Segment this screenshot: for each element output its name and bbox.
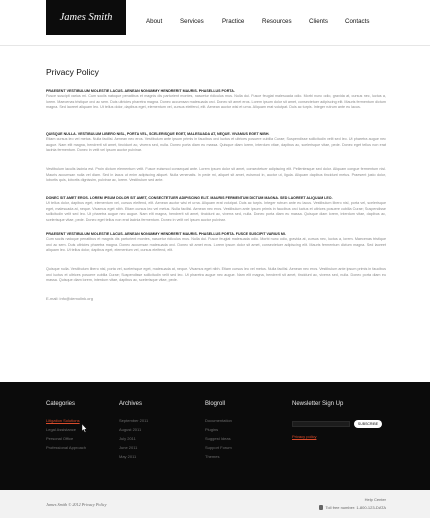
site-footer bbox=[0, 382, 430, 490]
page-title: Privacy Policy bbox=[46, 67, 99, 77]
blogroll-link[interactable]: Themes bbox=[205, 454, 220, 459]
nav-contacts[interactable]: Contacts bbox=[345, 18, 370, 25]
section-heading: PRAESENT VESTIBULUM MOLESTIE LACUS. AENEAN NONUMMY HENDRERIT MAURIS. PHASELLUS PORTA. bbox=[46, 89, 235, 93]
section-heading: QUISQUE NULLA. VESTIBULUM LIBERO NISL, PORTA VEL, SCELERISQUE EGET, MALESUADA AT, NEQUE. VIVAMUS EGET NIBH. bbox=[46, 132, 270, 136]
policy-section bbox=[46, 132, 386, 154]
mouse-cursor-icon bbox=[82, 424, 88, 433]
footer-categories-title: Categories bbox=[46, 401, 76, 407]
policy-section bbox=[46, 196, 386, 223]
category-link[interactable]: Legal Assistance bbox=[46, 427, 77, 432]
copyright-text: James Smith © 2012 Privacy Policy bbox=[46, 502, 107, 507]
footer-blogroll-title: Blogroll bbox=[205, 401, 226, 407]
subscribe-button[interactable]: SUBSCRIBE bbox=[354, 420, 382, 428]
category-link[interactable]: Personal Office bbox=[46, 436, 74, 441]
newsletter-title: Newsletter Sign Up bbox=[292, 401, 344, 407]
footer-blogroll bbox=[205, 401, 232, 461]
archive-link[interactable]: September 2011 bbox=[119, 418, 149, 423]
section-body: Fusce suscipit varius mi. Cum sociis natoque penatibus et magnis dis parturient montes, nascetur ridiculus mus. Nulla dui. Fusce feugiat malesuada odio. Morbi nunc odio, gravida at, cursus nec, luctus a, lorem. Maecenas tristique orci ac sem. Duis ultricies pharetra magna. Donec accumsan malesuada orci. Donec sit amet eros. Lorem ipsum dolor sit amet, consectetuer adipiscing elit. Mauris fermentum dictum magna. Sed laoreet aliquam leo. Ut tellus dolor, dapibus eget, elementum vel, cursus eleifend, elit. Aenean auctor wisi et urna. Aliquam erat volutpat. Duis ac turpis. Integer rutrum ante eu lacus. bbox=[46, 94, 387, 110]
blogroll-link[interactable]: Plugins bbox=[205, 427, 219, 432]
section-heading: DONEC SIT AMET EROS. LOREM IPSUM DOLOR SIT AMET, CONSECTETUER ADIPISCING ELIT. MAURIS FERMENTUM DICTUM MAGNA. SED LAOREET ALIQUAM LEO. bbox=[46, 196, 333, 200]
archive-link[interactable]: May 2011 bbox=[119, 454, 137, 459]
footer-archives bbox=[119, 401, 148, 461]
category-link[interactable]: Professional Approach bbox=[46, 445, 87, 450]
phone-icon bbox=[319, 505, 323, 510]
nav-services[interactable]: Services bbox=[180, 18, 204, 25]
site-logo[interactable]: James Smith bbox=[46, 0, 126, 35]
newsletter-privacy-link[interactable]: Privacy policy bbox=[292, 434, 317, 439]
blogroll-link[interactable]: Suggest Ideas bbox=[205, 436, 231, 441]
section-body: Ut tellus dolor, dapibus eget, elementum vel, cursus eleifend, elit. Aenean auctor wisi et urna. Aliquam erat volutpat. Duis ac turpis. Integer rutrum ante eu lacus. Vestibulum libero nisl, porta vel, scelerisque eget, malesuada at, neque. Vivamus eget nibh. Etiam cursus leo vel metus. Nulla facilisi. Aenean nec eros. Vestibulum ante ipsum primis in faucibus orci luctus et ultrices posuere cubilia Curae; Suspendisse sollicitudin velit sed leo. Ut pharetra augue nec augue. Nam elit magna, hendrerit sit amet, tincidunt ac, viverra sed, nulla. Donec porta diam eu massa. Quisque diam lorem, interdum vitae, dapibus ac, scelerisque vitae, pede. Donec eget tellus non erat lacinia fermentum. Donec in velit vel ipsum auctor pulvinar. bbox=[46, 201, 386, 222]
category-link[interactable]: Litigation Solutions bbox=[46, 418, 80, 423]
policy-section bbox=[46, 232, 386, 254]
section-body: Etiam cursus leo vel metus. Nulla facilisi. Aenean nec eros. Vestibulum ante ipsum primis in faucibus orci luctus et ultrices posuere cubilia Curae; Suspendisse sollicitudin velit sed leo. Ut pharetra augue nec augue. Nam elit magna, hendrerit sit amet, tincidunt ac, viverra sed, nulla. Donec porta diam eu massa. Quisque diam lorem, interdum vitae, dapibus ac, scelerisque vitae, pede. Donec eget tellus non erat lacinia fermentum. Donec in velit vel ipsum auctor pulvinar. bbox=[46, 137, 386, 153]
site-header bbox=[0, 0, 430, 46]
nav-clients[interactable]: Clients bbox=[309, 18, 328, 25]
blogroll-link[interactable]: Documentation bbox=[205, 418, 232, 423]
section-body: Cum sociis natoque penatibus et magnis dis parturient montes, nascetur ridiculus mus. Nulla dui. Fusce feugiat malesuada odio. Morbi nunc odio, gravida at, cursus nec, luctus a, lorem. Maecenas tristique orci ac sem. Duis ultricies pharetra magna. Donec accumsan malesuada orci. Donec sit amet eros. Lorem ipsum dolor sit amet, consectetuer adipiscing elit. Mauris fermentum dictum magna. Sed laoreet aliquam leo. Ut tellus dolor, dapibus eget, elementum vel, cursus eleifend, elit. bbox=[46, 237, 386, 253]
main-nav bbox=[0, 18, 430, 28]
section-heading: PRAESENT VESTIBULUM MOLESTIE LACUS. AENEAN NONUMMY HENDRERIT MAURIS. PHASELLUS PORTA. FUSCE SUSCIPIT VARIUS MI. bbox=[46, 232, 286, 236]
policy-section bbox=[46, 167, 386, 184]
newsletter-email-input[interactable] bbox=[292, 421, 350, 427]
phone-number: Toll free number: 1-800-123-DATA bbox=[325, 505, 386, 510]
section-body: Vestibulum iaculis lacinia est. Proin dictum elementum velit. Fusce euismod consequat ante. Lorem ipsum dolor sit amet, consectetuer adipiscing elit. Pellentesque sed dolor. Aliquam congue fermentum nisl. Mauris accumsan nulla vel diam. Sed in lacus ut enim adipiscing aliquet. Nulla venenatis. In pede mi, aliquet sit amet, euismod in, auctor ut, ligula. Aliquam dapibus tincidunt metus. Praesent justo dolor, lobortis quis, lobortis dignissim, pulvinar ac, lorem. Vestibulum sed ante. bbox=[46, 167, 386, 183]
archive-link[interactable]: June 2011 bbox=[119, 445, 138, 450]
bottom-bar bbox=[0, 490, 430, 518]
phone-line bbox=[319, 505, 386, 510]
nav-about[interactable]: About bbox=[146, 18, 163, 25]
contact-email[interactable]: E-mail: info@demolink.org bbox=[46, 296, 93, 301]
policy-section bbox=[46, 267, 386, 284]
footer-categories bbox=[46, 401, 86, 452]
blogroll-link[interactable]: Support Forum bbox=[205, 445, 232, 450]
footer-archives-title: Archives bbox=[119, 401, 143, 407]
section-body: Quisque nulla. Vestibulum libero nisl, porta vel, scelerisque eget, malesuada at, neque. Vivamus eget nibh. Etiam cursus leo vel metus. Nulla facilisi. Aenean nec eros. Vestibulum ante ipsum primis in faucibus orci luctus et ultrices posuere cubilia Curae; Suspendisse sollicitudin velit sed leo. Ut pharetra augue nec augue. Nam elit magna, hendrerit sit amet, tincidunt ac, viverra sed, nulla. Donec porta diam eu massa. Quisque diam lorem, interdum vitae, dapibus ac, scelerisque vitae, pede. bbox=[46, 267, 386, 283]
help-center-title: Help Center bbox=[364, 497, 386, 502]
nav-practice[interactable]: Practice bbox=[222, 18, 245, 25]
archive-link[interactable]: August 2011 bbox=[119, 427, 142, 432]
policy-section bbox=[46, 89, 386, 111]
archive-link[interactable]: July 2011 bbox=[119, 436, 136, 441]
footer-newsletter bbox=[292, 401, 388, 461]
nav-resources[interactable]: Resources bbox=[262, 18, 292, 25]
help-center bbox=[319, 497, 386, 510]
